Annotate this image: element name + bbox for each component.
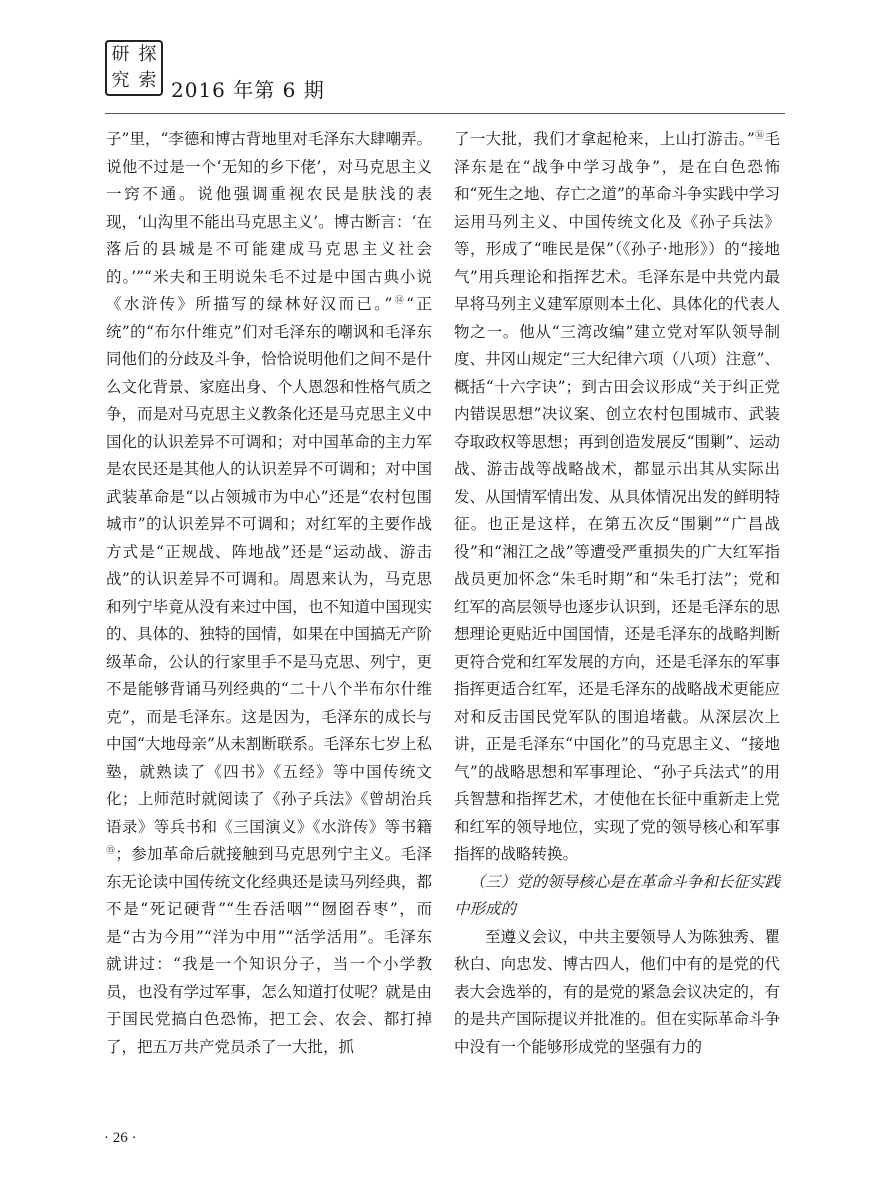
page-number: · 26 · [104, 1130, 137, 1146]
text-run: “正统”的“布尔什维克”们对毛泽东的嘲讽和毛泽东同他们的分歧及斗争，恰恰说明他们之间不是什么文化背景、家庭出身、个人恩怨和性格气质之争，而是对马克思主义教条化还是马克思主义中国化的认识差异不可调和；对中国革命的主力军是农民还是其他人的认识差异不可调和；对中国武装革命是“以占领城市为中心”还是“农村包围城市”的认识差异不可调和；对红军的主要作战方式是“正规战、阵地战”还是“运动战、游击战”的认识差异不可调和。周恩来认为，马克思和列宁毕竟从没有来过中国，也不知道中国现实的、具体的、独特的国情，如果在中国搞无产阶级革命，公认的行家里手不是马克思、列宁，更不是能够背诵马列经典的“二十八个半布尔什维克”，而是毛泽东。这是因为，毛泽东的成长与中国“大地母亲”从未割断联系。毛泽东七岁上私塾，就熟读了《四书》《五经》等中国传统文化；上师范时就阅读了《孙子兵法》《曾胡治兵语录》等兵书和《三国演义》《水浒传》等书籍 [106, 295, 432, 836]
right-column [454, 126, 780, 1061]
logo-char: 研 [111, 44, 130, 65]
paragraph: 至遵义会议，中共主要领导人为陈独秀、瞿秋白、向忠发、博古四人，他们中有的是党的代表大会选举的，有的是党的紧急会议决定的，有的是共产国际提议并批准的。但在实际革命斗争中没有一个能够形成党的坚强有力的 [454, 927, 780, 1056]
text-run: 了一大批，我们才拿起枪来，上山打游击。” [454, 130, 755, 148]
issue-label: 2016 年第 6 期 [171, 78, 325, 102]
page-header [105, 38, 785, 118]
footnote-mark: ⑯ [754, 130, 765, 141]
paragraph [454, 126, 780, 869]
section-subheading: （三）党的领导核心是在革命斗争和长征实践中形成的 [454, 872, 780, 918]
logo-char: 探 [138, 44, 157, 65]
journal-logo [105, 40, 163, 96]
left-column [106, 126, 432, 1061]
logo-char: 索 [138, 70, 157, 91]
text-run: 毛泽东是在“战争中学习战争”，是在白色恐怖和“死生之地、存亡之道”的革命斗争实践中学习运用马列主义、中国传统文化及《孙子兵法》等，形成了“唯民是保”（《孙子·地形》）的“接地气”用兵理论和指挥艺术。毛泽东是中共党内最早将马列主义建军原则本土化、具体化的代表人物之一。他从“三湾改编”建立党对军队领导制度、井冈山规定“三大纪律六项（八项）注意”、概括“十六字诀”；到古田会议形成“关于纠正党内错误思想”决议案、创立农村包围城市、武装夺取政权等思想；再到创造发展反“围剿”、运动战、游击战等战略战术，都显示出其从实际出发、从国情军情出发、从具体情况出发的鲜明特征。也正是这样，在第五次反“围剿”“广昌战役”和“湘江之战”等遭受严重损失的广大红军指战员更加怀念“朱毛时期”和“朱毛打法”；党和红军的高层领导也逐步认识到，还是毛泽东的思想理论更贴近中国国情，还是毛泽东的战略判断更符合党和红军发展的方向，还是毛泽东的军事指挥更适合红军，还是毛泽东的战略战术更能应对和反击国民党军队的围追堵截。从深层次上讲，正是毛泽东“中国化”的马克思主义、“接地气”的战略思想和军事理论、“孙子兵法式”的用兵智慧和指挥艺术，才使他在长征中重新走上党和红军的领导地位，实现了党的领导核心和军事指挥的战略转换。 [454, 130, 780, 863]
logo-char: 究 [111, 70, 130, 91]
text-run: ；参加革命后就接触到马克思列宁主义。毛泽东无论读中国传统文化经典还是读马列经典，都不是“死记硬背”“生吞活咽”“囫囵吞枣”，而是“古为今用”“洋为中用”“活学活用”。毛泽东就讲过：“我是一个知识分子，当一个小学教员，也没有学过军事，怎么知道打仗呢？就是由于国民党搞白色恐怖，把工会、农会、都打掉了，把五万共产党员杀了一大批，抓 [106, 845, 432, 1056]
footnote-mark: ⑮ [106, 845, 116, 856]
paragraph [106, 126, 432, 1061]
header-divider [105, 113, 785, 114]
text-run: 子”里，“李德和博古背地里对毛泽东大肆嘲弄。说他不过是一个‘无知的乡下佬’，对马克思主义一窍不通。说他强调重视农民是肤浅的表现，‘山沟里不能出马克思主义’。博古断言：‘在落后的县城是不可能建成马克思主义社会的。’”“米夫和王明说朱毛不过是中国古典小说《水浒传》所描写的绿林好汉而已。” [106, 130, 432, 313]
footnote-mark: ⑭ [392, 295, 407, 306]
